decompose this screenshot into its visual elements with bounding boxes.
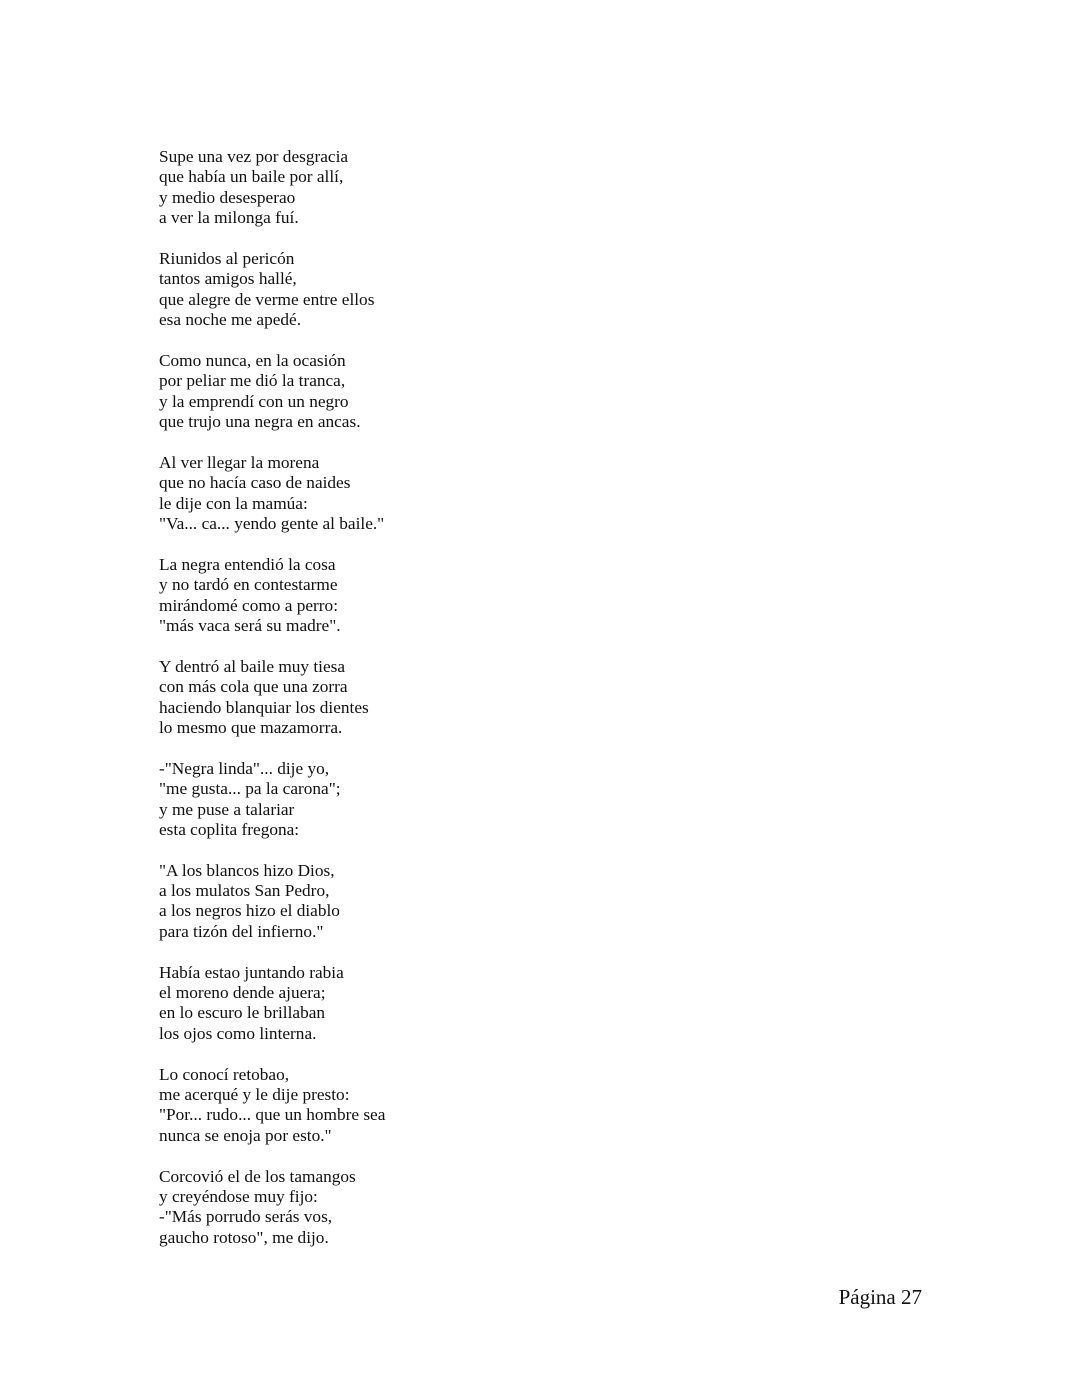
poem-line: Al ver llegar la morena xyxy=(159,452,320,472)
poem-line: -"Más porrudo serás vos, xyxy=(159,1207,333,1227)
poem-line: le dije con la mamúa: xyxy=(159,493,308,513)
poem-line: "me gusta... pa la carona"; xyxy=(159,779,341,799)
poem-line: y la emprendí con un negro xyxy=(159,391,349,411)
stanza xyxy=(159,453,759,535)
poem-line: esta coplita fregona: xyxy=(159,819,300,839)
poem-line: y no tardó en contestarme xyxy=(159,575,338,595)
poem-line: y me puse a talariar xyxy=(159,799,295,819)
poem-line: a los mulatos San Pedro, xyxy=(159,881,330,901)
poem-line: "Por... rudo... que un hombre sea xyxy=(159,1105,386,1125)
poem-line: a ver la milonga fuí. xyxy=(159,208,299,228)
page-number: Página 27 xyxy=(838,1285,922,1309)
poem-line: a los negros hizo el diablo xyxy=(159,901,340,921)
stanza xyxy=(159,147,759,229)
poem-line: Corcovió el de los tamangos xyxy=(159,1166,356,1186)
poem-line: me acerqué y le dije presto: xyxy=(159,1084,350,1104)
poem-line: que alegre de verme entre ellos xyxy=(159,289,375,309)
stanza xyxy=(159,555,759,637)
poem-line: que trujo una negra en ancas. xyxy=(159,412,361,432)
poem-line: lo mesmo que mazamorra. xyxy=(159,717,343,737)
poem-line: gaucho rotoso", me dijo. xyxy=(159,1227,329,1247)
poem-line: Como nunca, en la ocasión xyxy=(159,350,346,370)
stanza xyxy=(159,963,759,1045)
stanza xyxy=(159,351,759,433)
poem-line: por peliar me dió la tranca, xyxy=(159,371,346,391)
poem-line: tantos amigos hallé, xyxy=(159,269,297,289)
poem-line: en lo escuro le brillaban xyxy=(159,1003,326,1023)
poem-line: La negra entendió la cosa xyxy=(159,554,336,574)
stanza xyxy=(159,249,759,331)
poem-line: los ojos como linterna. xyxy=(159,1023,317,1043)
poem-line: nunca se enoja por esto." xyxy=(159,1125,332,1145)
poem-line: para tizón del infierno." xyxy=(159,921,324,941)
stanza xyxy=(159,759,759,841)
poem-line: -"Negra linda"... dije yo, xyxy=(159,758,330,778)
poem-line: esa noche me apedé. xyxy=(159,310,302,330)
poem-line: Riunidos al pericón xyxy=(159,248,295,268)
poem-body xyxy=(159,147,759,1268)
poem-line: "Va... ca... yendo gente al baile." xyxy=(159,514,385,534)
poem-line: haciendo blanquiar los dientes xyxy=(159,697,369,717)
stanza xyxy=(159,861,759,943)
poem-line: que no hacía caso de naides xyxy=(159,473,351,493)
poem-line: Y dentró al baile muy tiesa xyxy=(159,656,346,676)
stanza xyxy=(159,657,759,739)
poem-line: el moreno dende ajuera; xyxy=(159,983,326,1003)
poem-line: Había estao juntando rabia xyxy=(159,962,344,982)
poem-line: "A los blancos hizo Dios, xyxy=(159,860,335,880)
poem-line: mirándomé como a perro: xyxy=(159,595,338,615)
poem-line: con más cola que una zorra xyxy=(159,677,348,697)
poem-line: Lo conocí retobao, xyxy=(159,1064,290,1084)
poem-line: Supe una vez por desgracia xyxy=(159,147,349,166)
stanza xyxy=(159,1065,759,1147)
stanza xyxy=(159,1167,759,1249)
poem-line: y medio desesperao xyxy=(159,187,296,207)
poem-line: "más vaca será su madre". xyxy=(159,615,341,635)
poem-line: que había un baile por allí, xyxy=(159,167,344,187)
poem-line: y creyéndose muy fijo: xyxy=(159,1186,318,1206)
